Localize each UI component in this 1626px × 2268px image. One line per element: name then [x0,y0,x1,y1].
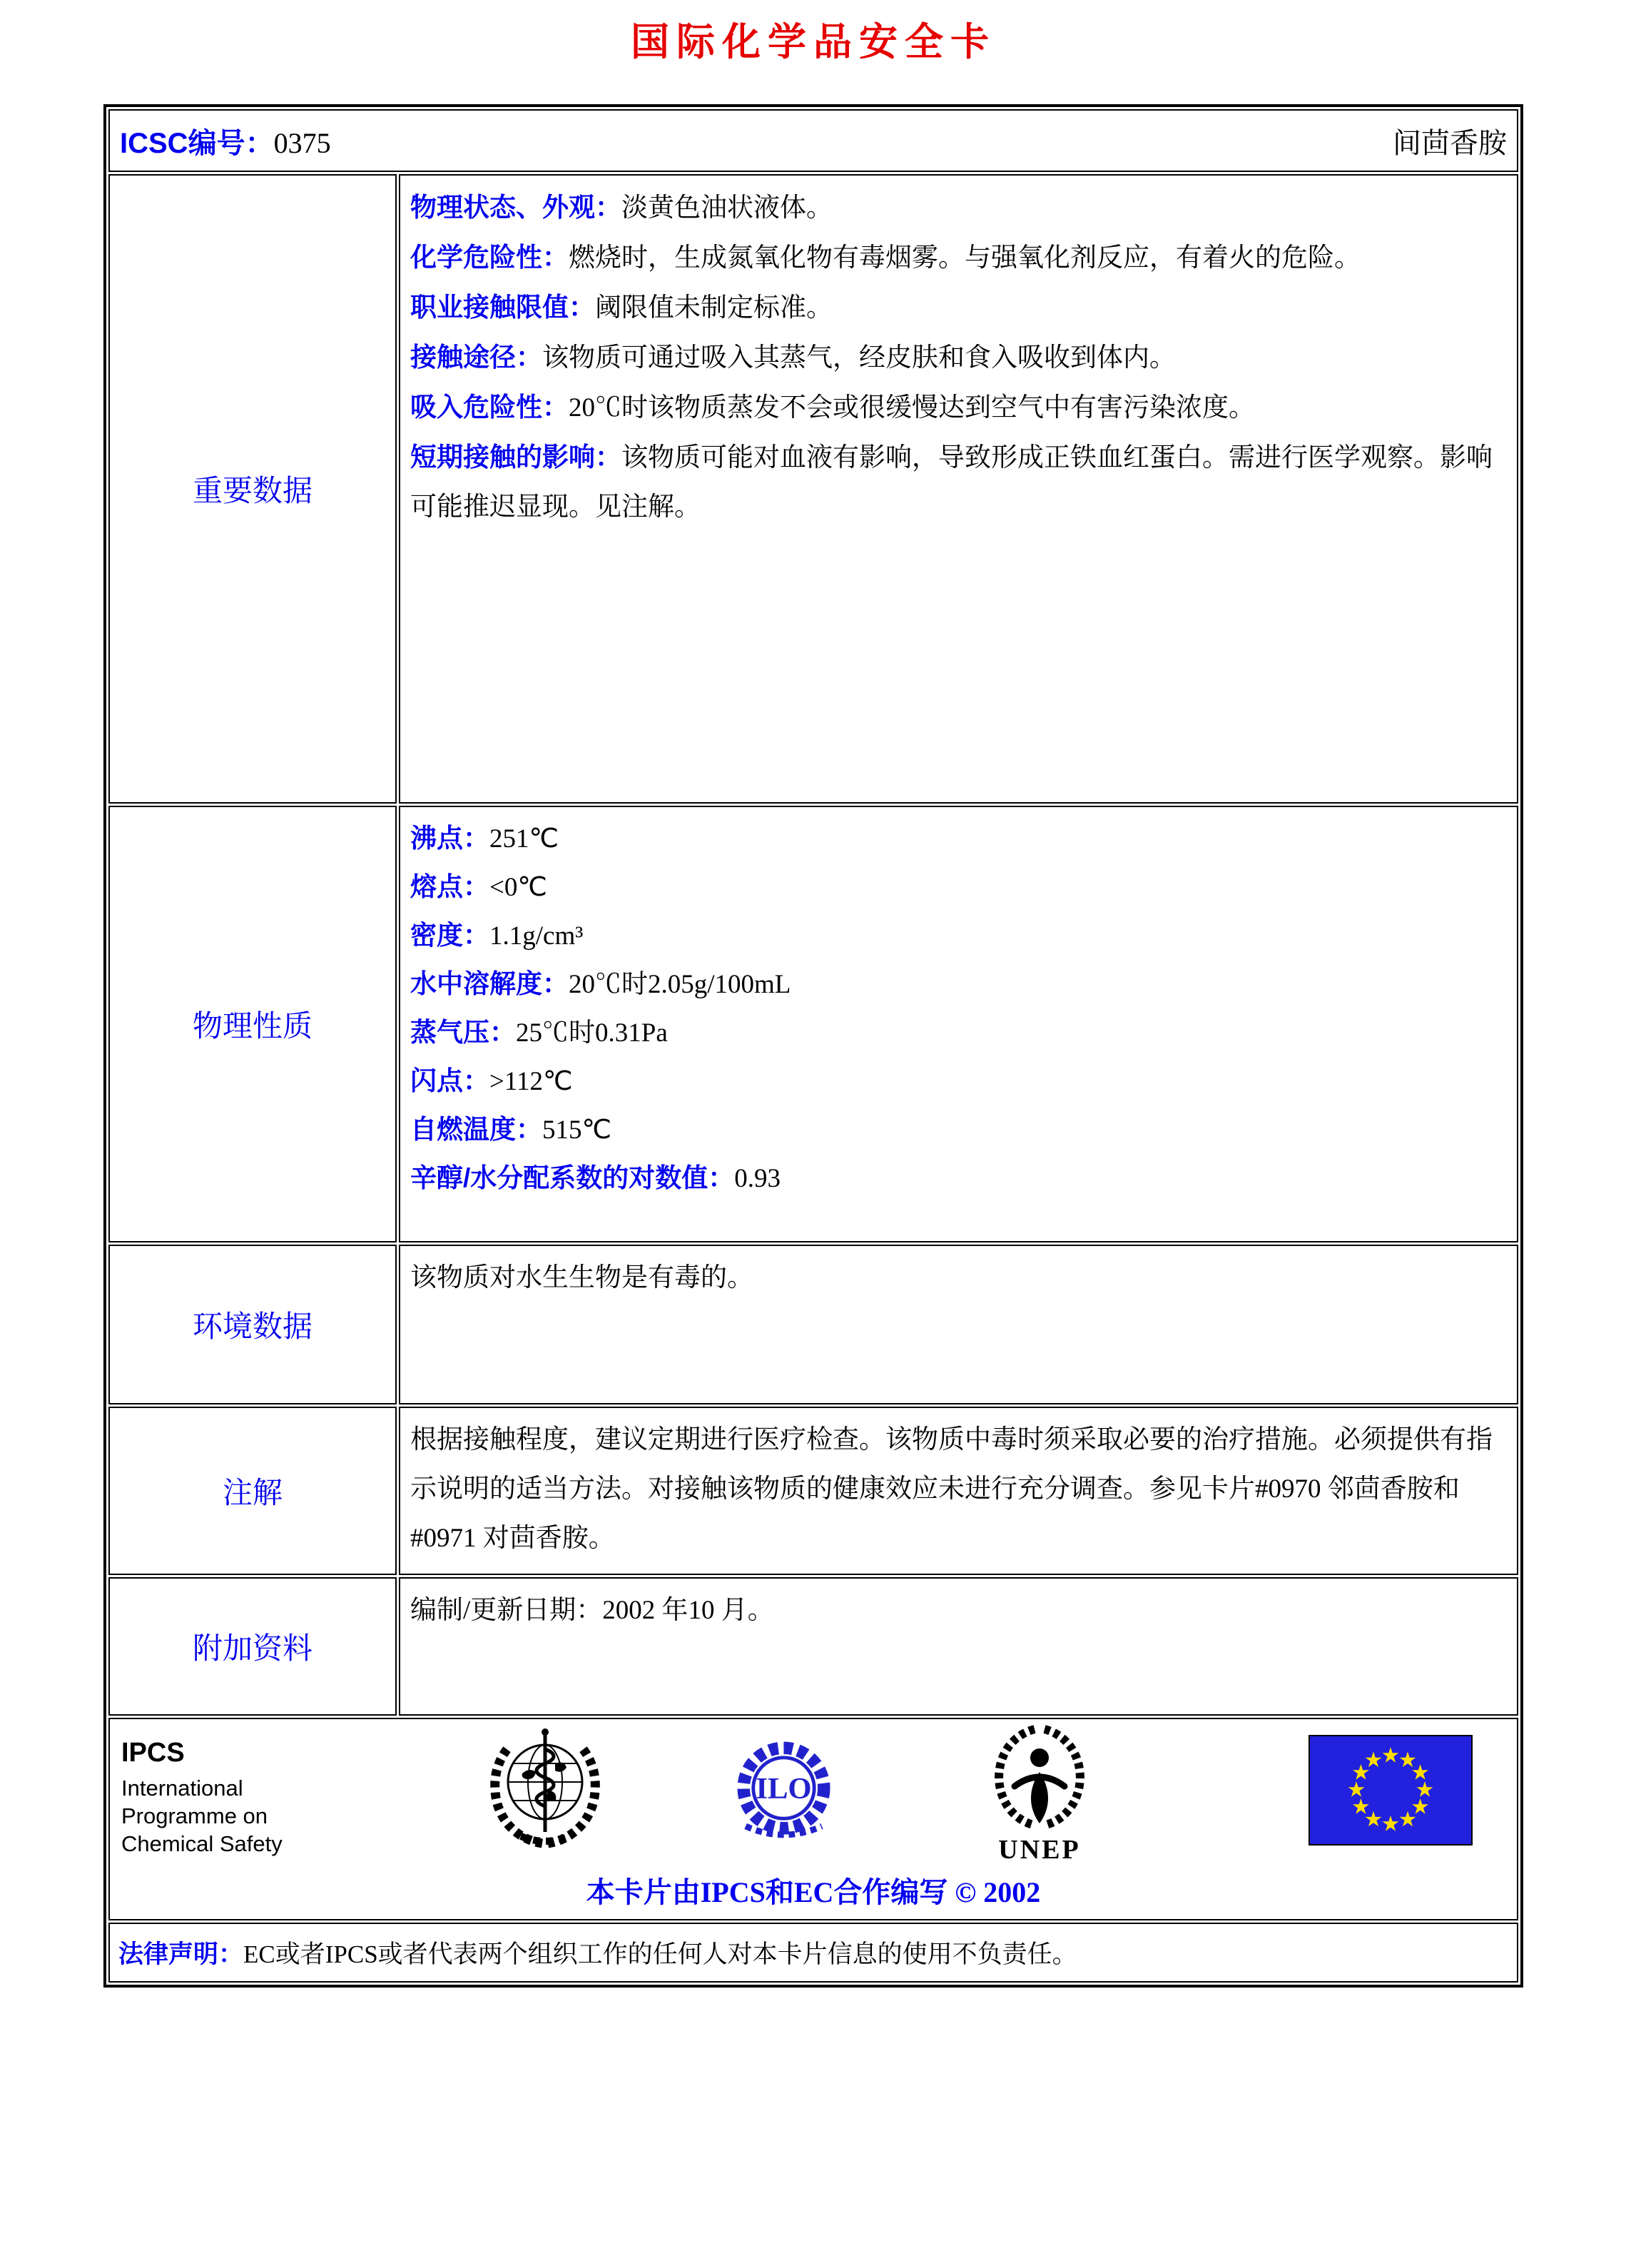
ilo-text: ILO [756,1772,812,1806]
important-data-row [108,174,1518,804]
property-flash-point: 闪点：>112℃ [410,1066,573,1096]
ilo-logo-icon [725,1729,843,1851]
environmental-data-text: 该物质对水生生物是有毒的。 [410,1263,753,1292]
legal-cell [108,1923,1518,1983]
property-vapor-pressure: 蒸气压：25℃时0.31Pa [410,1018,668,1048]
section-label-additional-info: 附加资料 [108,1577,397,1716]
copyright-year: © 2002 [955,1876,1041,1908]
copyright-line [110,1870,1517,1910]
important-data-content [399,174,1518,804]
legal-text: EC或者IPCS或者代表两个组织工作的任何人对本卡片信息的使用不负责任。 [243,1940,1077,1968]
legal-label: 法律声明： [118,1940,244,1968]
icsc-number-label: ICSC编号： [120,127,274,159]
page-title: 国际化学品安全卡 [631,21,996,64]
section-label-important-data: 重要数据 [108,174,397,804]
ipcs-text-block [121,1738,283,1858]
notes-content [399,1407,1518,1575]
who-logo-icon [481,1723,609,1856]
physical-properties-content [399,806,1518,1242]
unep-logo-icon [986,1722,1093,1865]
notes-text: 根据接触程度，建议定期进行医疗检查。该物质中毒时须采取必要的治疗措施。必须提供有指示说明的适当方法。对接触该物质的健康效应未进行充分调查。参见卡片#0970 邻茴香胺和#0971 对茴香胺。 [410,1425,1493,1553]
environmental-data-content [399,1245,1518,1404]
ipcs-line-1: International [121,1776,243,1801]
property-water-solubility: 水中溶解度：20℃时2.05g/100mL [410,969,791,999]
important-item-chemical-hazard: 化学危险性：燃烧时，生成氮氧化物有毒烟雾。与强氧化剂反应，有着火的危险。 [410,243,1361,273]
ipcs-line-3: Chemical Safety [121,1831,283,1856]
ipcs-line-2: Programme on [121,1803,268,1828]
important-item-short-term-effects: 短期接触的影响：该物质可能对血液有影响，导致形成正铁血红蛋白。需进行医学观察。影响可能推迟显现。见注解。 [410,442,1493,522]
additional-info-content [399,1577,1518,1716]
property-octanol-water-partition: 辛醇/水分配系数的对数值：0.93 [410,1163,781,1193]
important-item-exposure-route: 接触途径：该物质可通过吸入其蒸气，经皮肤和食入吸收到体内。 [410,343,1176,373]
property-melting-point: 熔点：<0℃ [410,872,547,902]
unep-label: UNEP [998,1835,1081,1865]
copyright-text: 本卡片由IPCS和EC合作编写 [586,1876,948,1908]
card-header-cell [108,109,1518,172]
logos-row [108,1718,1518,1920]
section-label-environmental-data: 环境数据 [108,1245,397,1404]
section-label-notes: 注解 [108,1407,397,1575]
icsc-number-value: 0375 [273,126,331,159]
property-density: 密度：1.1g/cm³ [410,921,584,951]
legal-row [108,1923,1518,1983]
additional-info-text: 编制/更新日期：2002 年10 月。 [410,1596,774,1625]
notes-row [108,1407,1518,1575]
chemical-name: 间茴香胺 [1393,126,1507,159]
ipcs-acronym: IPCS [121,1738,185,1768]
important-item-exposure-limit: 职业接触限值：阈限值未制定标准。 [410,293,833,323]
property-boiling-point: 沸点：251℃ [410,824,559,854]
card-header-row [108,109,1518,172]
important-item-inhalation-risk: 吸入危险性：20℃时该物质蒸发不会或很缓慢达到空气中有害污染浓度。 [410,393,1255,422]
icsc-card-table [103,104,1523,1988]
additional-info-row [108,1577,1518,1716]
logos-cell [108,1718,1518,1920]
section-label-physical-properties: 物理性质 [108,806,397,1242]
physical-properties-row [108,806,1518,1242]
eu-flag-icon [1309,1735,1473,1849]
environmental-data-row [108,1245,1518,1404]
property-autoignition-temperature: 自燃温度：515℃ [410,1115,612,1145]
important-item-physical-state: 物理状态、外观：淡黄色油状液体。 [410,193,833,223]
